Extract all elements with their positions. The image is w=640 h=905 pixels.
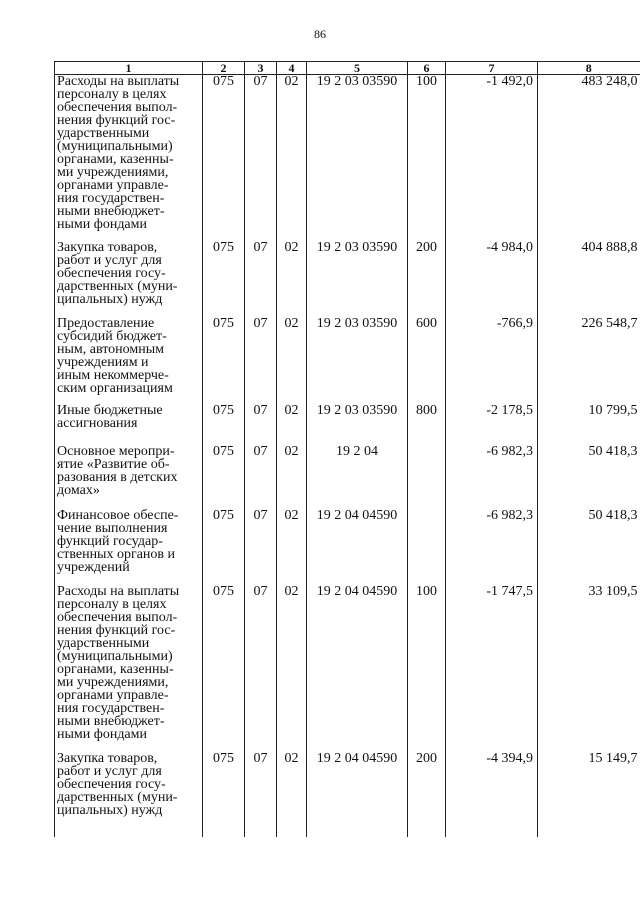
name-line: ударственными [57,636,150,651]
name-line: ния государствен- [57,191,165,206]
page-number: 86 [314,27,326,41]
cell-total-amount: 10 799,5 [538,404,640,445]
column-header-6: 6 [408,62,446,75]
cell-ministry-code: 075 [203,509,245,585]
name-line: ципальных) нужд [57,803,163,818]
column-header-5: 5 [307,62,408,75]
cell-subsection: 02 [277,317,307,404]
table-row [55,317,640,404]
cell-target-article: 19 2 03 03590 [307,75,408,242]
name-line: Закупка товаров, [57,241,158,255]
cell-section: 07 [245,317,277,404]
cell-subsection: 02 [277,509,307,585]
cell-target-article: 19 2 04 [307,445,408,509]
row-name [55,75,203,242]
table-row [55,752,640,837]
cell-subsection: 02 [277,445,307,509]
table-row [55,585,640,752]
column-header-4: 4 [277,62,307,75]
name-line: учреждений [57,560,130,575]
cell-expense-type [408,445,446,509]
name-line: Расходы на выплаты [57,74,180,89]
budget-table [54,61,640,837]
cell-ministry-code: 075 [203,317,245,404]
table-row [55,404,640,445]
cell-change-amount: -1 747,5 [446,585,538,752]
name-line: чение выполнения [57,521,168,536]
cell-total-amount: 33 109,5 [538,585,640,752]
cell-total-amount: 483 248,0 [538,75,640,242]
cell-total-amount: 404 888,8 [538,241,640,317]
name-line: органами управле- [57,688,169,703]
cell-ministry-code: 075 [203,75,245,242]
name-line: дарственных (муни- [57,279,178,294]
name-line: Основное меропри- [57,445,175,459]
cell-subsection: 02 [277,752,307,837]
name-line: работ и услуг для [57,764,162,779]
column-header-3: 3 [245,62,277,75]
name-line: персоналу в целях [57,87,167,102]
cell-target-article: 19 2 04 04590 [307,509,408,585]
name-line: ными внебюджет- [57,714,165,729]
row-name [55,445,203,509]
name-line: ными фондами [57,727,148,742]
name-line: ятие «Развитие об- [57,457,170,472]
cell-expense-type: 800 [408,404,446,445]
cell-expense-type [408,509,446,585]
name-line: (муниципальными) [57,139,173,154]
table-row [55,75,640,242]
cell-ministry-code: 075 [203,585,245,752]
cell-target-article: 19 2 03 03590 [307,317,408,404]
name-line: учреждениям и [57,355,149,370]
name-line: обеспечения госу- [57,777,166,792]
name-line: нения функций гос- [57,623,176,638]
name-line: персоналу в целях [57,597,167,612]
name-line: иным некоммерче- [57,368,169,383]
name-line: ными внебюджет- [57,204,165,219]
name-line: органами управле- [57,178,169,193]
table-row [55,509,640,585]
name-line: нения функций гос- [57,113,176,128]
name-line: Закупка товаров, [57,752,158,766]
cell-subsection: 02 [277,241,307,317]
column-header-1: 1 [55,62,203,75]
name-line: ципальных) нужд [57,292,163,307]
cell-expense-type: 200 [408,752,446,837]
cell-section: 07 [245,404,277,445]
cell-target-article: 19 2 04 04590 [307,752,408,837]
row-name [55,509,203,585]
row-name [55,404,203,445]
name-line: ми учреждениями, [57,165,169,180]
name-line: органами, казенны- [57,152,174,167]
cell-ministry-code: 075 [203,404,245,445]
row-name [55,317,203,404]
cell-expense-type: 100 [408,585,446,752]
name-line: функций государ- [57,534,163,549]
name-line: домах» [57,483,100,498]
cell-change-amount: -4 984,0 [446,241,538,317]
cell-total-amount: 50 418,3 [538,509,640,585]
cell-total-amount: 15 149,7 [538,752,640,837]
cell-total-amount: 50 418,3 [538,445,640,509]
cell-section: 07 [245,445,277,509]
table-header-row [55,62,640,75]
name-line: разования в детских [57,470,178,485]
name-line: ными фондами [57,217,148,232]
name-line: органами, казенны- [57,662,174,677]
cell-target-article: 19 2 04 04590 [307,585,408,752]
column-header-7: 7 [446,62,538,75]
name-line: ми учреждениями, [57,675,169,690]
name-line: ударственными [57,126,150,141]
cell-section: 07 [245,241,277,317]
cell-target-article: 19 2 03 03590 [307,241,408,317]
column-header-2: 2 [203,62,245,75]
name-line: ским организациям [57,381,173,396]
cell-change-amount: -766,9 [446,317,538,404]
cell-section: 07 [245,585,277,752]
name-line: ственных органов и [57,547,176,562]
cell-change-amount: -2 178,5 [446,404,538,445]
cell-section: 07 [245,75,277,242]
table-row [55,241,640,317]
cell-target-article: 19 2 03 03590 [307,404,408,445]
name-line: работ и услуг для [57,253,162,268]
name-line: обеспечения госу- [57,266,166,281]
cell-subsection: 02 [277,75,307,242]
cell-expense-type: 100 [408,75,446,242]
cell-subsection: 02 [277,585,307,752]
cell-ministry-code: 075 [203,241,245,317]
row-name [55,585,203,752]
cell-section: 07 [245,509,277,585]
cell-ministry-code: 075 [203,445,245,509]
row-name [55,241,203,317]
cell-subsection: 02 [277,404,307,445]
name-line: ния государствен- [57,701,165,716]
cell-change-amount: -1 492,0 [446,75,538,242]
name-line: ным, автономным [57,342,165,357]
name-line: Расходы на выплаты [57,585,180,599]
cell-total-amount: 226 548,7 [538,317,640,404]
row-name [55,752,203,837]
name-line: Финансовое обеспе- [57,509,179,523]
name-line: субсидий бюджет- [57,329,167,344]
name-line: Предоставление [57,317,155,331]
cell-change-amount: -4 394,9 [446,752,538,837]
cell-section: 07 [245,752,277,837]
table-row [55,445,640,509]
name-line: (муниципальными) [57,649,173,664]
cell-expense-type: 600 [408,317,446,404]
name-line: обеспечения выпол- [57,610,178,625]
column-header-8: 8 [538,62,640,75]
name-line: ассигнования [57,416,138,431]
cell-change-amount: -6 982,3 [446,445,538,509]
name-line: дарственных (муни- [57,790,178,805]
cell-ministry-code: 075 [203,752,245,837]
cell-change-amount: -6 982,3 [446,509,538,585]
name-line: Иные бюджетные [57,404,163,418]
name-line: обеспечения выпол- [57,100,178,115]
cell-expense-type: 200 [408,241,446,317]
